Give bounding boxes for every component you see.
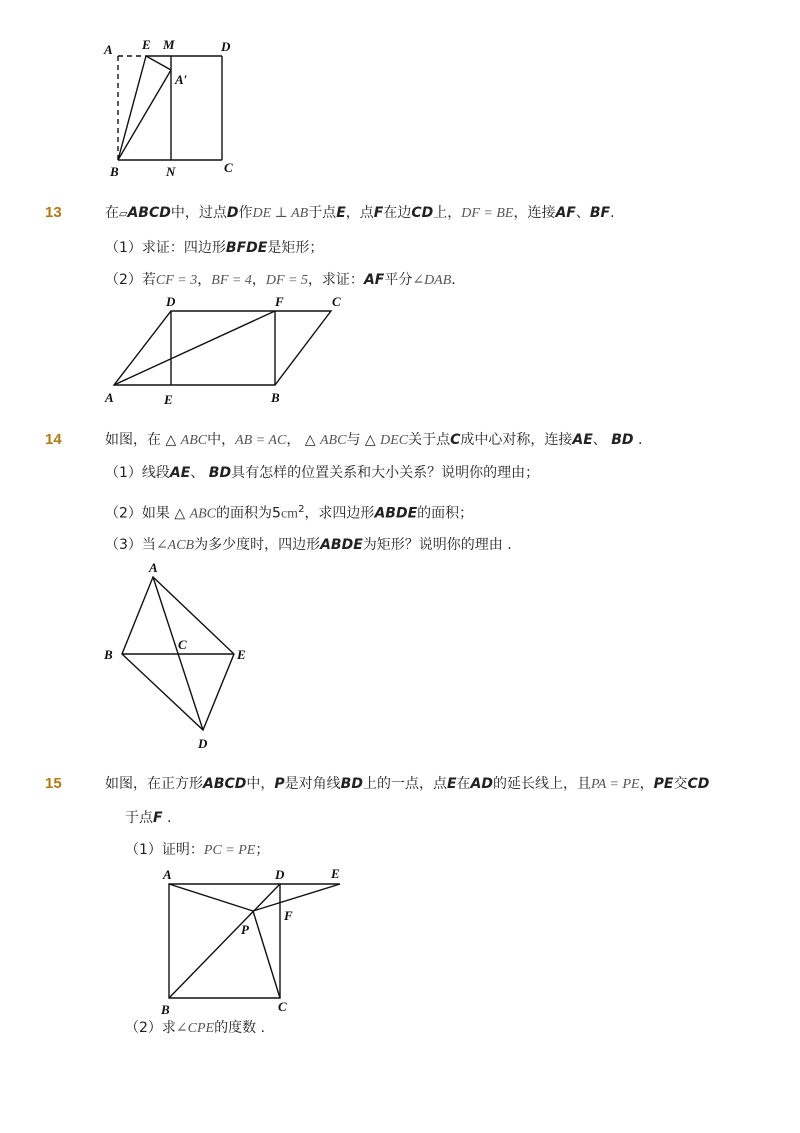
segment-pc: [253, 911, 280, 998]
label-c: C: [224, 160, 233, 175]
label-b: B: [110, 164, 119, 179]
label-b: B: [271, 390, 280, 405]
figure-folded-rectangle: [100, 36, 250, 186]
label-e: E: [331, 866, 340, 881]
label-c: C: [178, 637, 187, 652]
segment-ea-prime: [146, 56, 171, 70]
question-number-14: 14: [45, 431, 62, 448]
label-a: A: [105, 390, 114, 405]
q15-part-1: （1）证明：PC = PE；: [125, 842, 270, 858]
label-n: N: [166, 164, 176, 179]
segment-pa: [169, 884, 253, 911]
parallelogram-symbol: ▱: [119, 207, 128, 220]
question-number-15: 15: [45, 775, 62, 792]
q15-stem-continued: 于点F .: [125, 810, 172, 826]
figure-parallelogram: [100, 292, 350, 412]
label-e: E: [164, 392, 173, 407]
q15-part-2: （2）求∠CPE的度数 .: [125, 1020, 265, 1036]
label-d: D: [166, 294, 176, 309]
segment-af: [114, 311, 275, 385]
label-p: P: [241, 922, 249, 937]
label-d: D: [221, 39, 231, 54]
q15-stem: 如图，在正方形ABCD中，P是对角线BD上的一点，点E在AD的延长线上，且PA = PE，PE交CD: [105, 776, 710, 792]
label-b: B: [161, 1002, 170, 1017]
parallelogram-abcd: [114, 311, 331, 385]
q14-part-3: （3）当∠ACB为多少度时，四边形ABDE为矩形？说明你的理由 .: [105, 537, 512, 553]
segment-eb: [118, 56, 146, 160]
q13-part-2: （2）若CF = 3，BF = 4，DF = 5，求证：AF平分∠DAB.: [105, 272, 456, 288]
question-number-13: 13: [45, 204, 62, 221]
label-c: C: [278, 999, 287, 1014]
label-d: D: [275, 867, 285, 882]
label-f: F: [275, 294, 284, 309]
diagonal-bd: [169, 884, 280, 998]
label-a: A: [163, 867, 172, 882]
figure-central-symmetry: [100, 556, 260, 756]
label-d: D: [198, 736, 208, 751]
q14-part-2: （2）如果 △ ABC的面积为$5cm^2$，求四边形ABDE的面积；: [105, 504, 474, 522]
label-c: C: [332, 294, 341, 309]
label-a: A: [149, 560, 158, 575]
q14-stem: 如图，在 △ ABC中，AB = AC， △ ABC与 △ DEC关于点C成中心对称，连接AE、 BD .: [105, 432, 643, 448]
q13-stem: 在▱ABCD中，过点D作DE ⊥ AB于点E，点F在边CD上，DF = BE，连接AF、BF.: [105, 205, 615, 221]
label-b: B: [104, 647, 113, 662]
label-e: E: [237, 647, 246, 662]
label-e: E: [142, 37, 151, 52]
label-a: A: [104, 42, 113, 57]
label-f: F: [284, 908, 293, 923]
q14-part-1: （1）线段AE、 BD具有怎样的位置关系和大小关系？说明你的理由；: [105, 465, 540, 481]
figure-square: [150, 860, 360, 1020]
label-m: M: [163, 37, 175, 52]
label-a-prime: A′: [175, 72, 188, 87]
q13-part-1: （1）求证：四边形BFDE是矩形；: [105, 240, 324, 256]
segment-a-prime-b: [118, 70, 171, 160]
